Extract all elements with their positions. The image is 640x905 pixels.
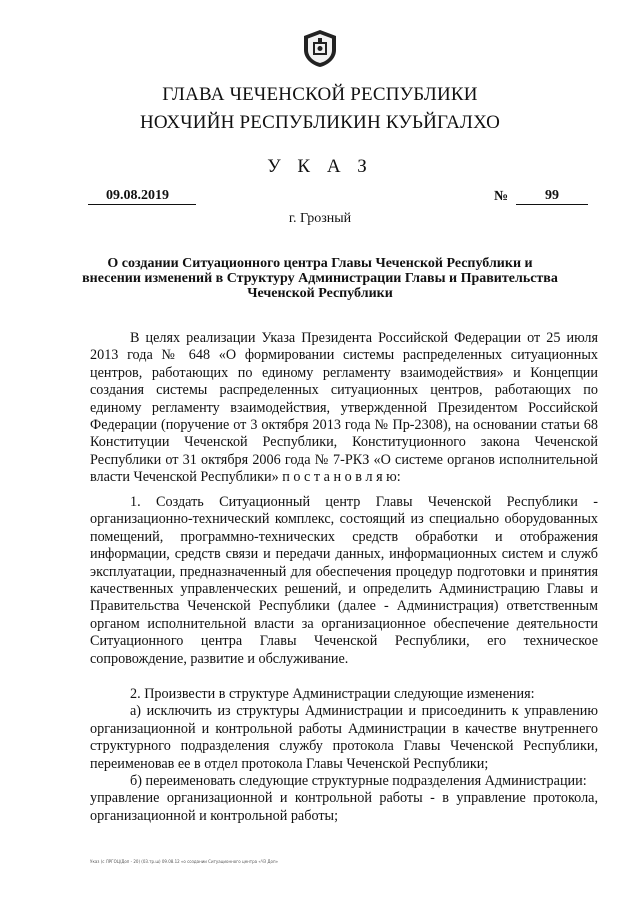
document-date: 09.08.2019 bbox=[88, 188, 196, 205]
document-number: 99 bbox=[516, 188, 588, 205]
footer-filepath: Указ (с ЛРГОЦ/Доп - 20) (03.тр.ш) 09.08.12 «о создании Ситуационного центра «ЧЗ Доп» bbox=[90, 859, 279, 864]
item-2a-paragraph: а) исключить из структуры Администрации и присоединить к управлению организационной и контрольной работы Администрации в качестве внутреннего структурного подразделения службу протокола Главы Чеченской Республики, переименовав ее в отдел протокола Главы Чеченской Республики; bbox=[90, 703, 598, 772]
document-type: У К А З bbox=[267, 156, 373, 177]
city: г. Грозный bbox=[288, 211, 352, 226]
preamble-paragraph: В целях реализации Указа Президента Российской Федерации от 25 июля 2013 года № 648 «О формировании системы распределенных ситуационных центров, работающих по единому регламенту взаимодействия» и Концепции создания системы распределенных ситуационных центров, работающих по единому регламенту взаимодействия, утвержденной Президентом Российской Федерации (поручение от 3 октября 2013 года № Пр-2308), на основании статьи 68 Конституции Чеченской Республики, Конституционного закона Чеченской Республики от 31 октября 2006 года № 7-РКЗ «О системе органов исполнительной власти Чеченской Республики» п о с т а н о в л я ю: bbox=[90, 330, 598, 486]
item-2b-paragraph: б) переименовать следующие структурные подразделения Администрации: bbox=[130, 773, 587, 790]
item-2-paragraph: 2. Произвести в структуре Администрации следующие изменения: bbox=[130, 686, 535, 702]
item-2-block bbox=[90, 686, 598, 825]
authority-title-chechen: НОХЧИЙН РЕСПУБЛИКИН КУЬЙГАЛХО bbox=[139, 112, 501, 133]
document-subject: О создании Ситуационного центра Главы Чеченской Республики и внесении изменений в Структуру Администрации Главы и Правительства Чеченской Республики bbox=[82, 256, 558, 301]
authority-title: ГЛАВА ЧЕЧЕНСКОЙ РЕСПУБЛИКИ bbox=[162, 84, 478, 105]
item-1-paragraph: 1. Создать Ситуационный центр Главы Чеченской Республики - организационно-технический комплекс, состоящий из специально оборудованных помещений, программно-технических средств обработки и отображения информации, средств связи и передачи данных, информационных систем и служб эксплуатации, предназначенный для обеспечения процедур подготовки и принятия качественных управленческих решений, и определить Администрацию Главы и Правительства Чеченской Республики (далее - Администрация) ответственным органом исполнительной власти за организационное обеспечение деятельности Ситуационного центра Главы Чеченской Республики, его техническое сопровождение, развитие и обслуживание. bbox=[90, 494, 598, 667]
number-label: № bbox=[494, 189, 509, 204]
emblem-icon bbox=[300, 28, 340, 68]
item-2b-continuation: управление организационной и контрольной работы - в управление протокола, организационной и контрольной работы; bbox=[90, 790, 598, 824]
